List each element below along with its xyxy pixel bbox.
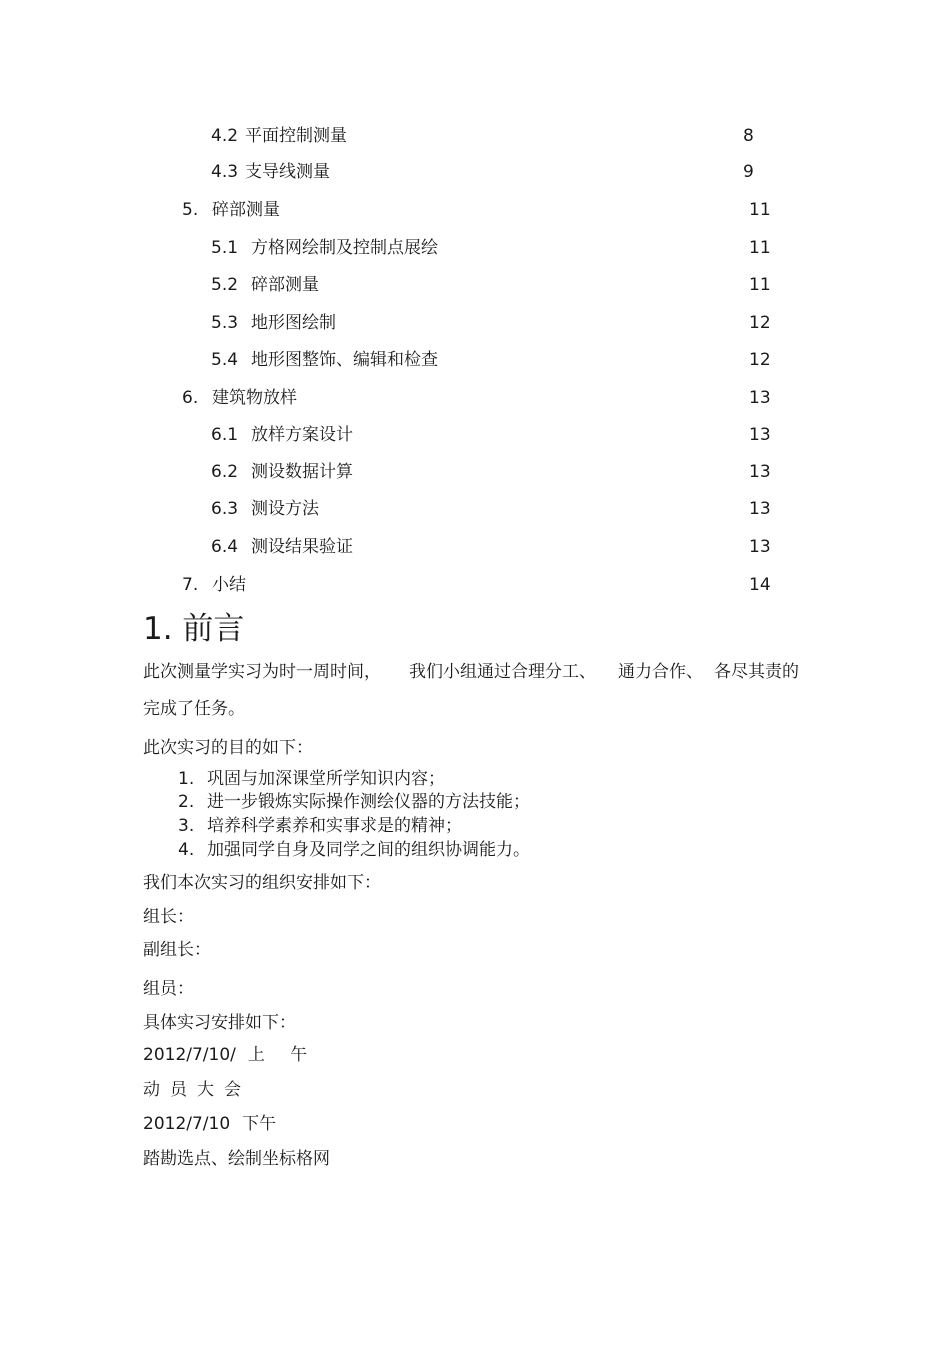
- schedule-date-value: 2012/7/10: [143, 1114, 231, 1134]
- schedule-activity: 动员大会: [143, 1080, 251, 1100]
- toc-title: 测设方法: [251, 499, 319, 519]
- toc-title: 放样方案设计: [251, 425, 353, 445]
- intro-text-part: 我们小组通过合理分工、: [409, 662, 596, 682]
- toc-entry[interactable]: [211, 240, 438, 257]
- schedule-period: 下午: [242, 1114, 277, 1134]
- vice-leader-label: 副组长：: [143, 940, 211, 960]
- schedule-activity: 踏勘选点、绘制坐标格网: [143, 1149, 330, 1169]
- toc-page-number: 13: [749, 425, 771, 445]
- schedule-period: 上 午: [247, 1045, 318, 1065]
- intro-text-part: 各尽其责的: [714, 662, 799, 682]
- toc-number: 6.2: [211, 462, 239, 482]
- toc-entry[interactable]: [211, 501, 319, 518]
- toc-title: 平面控制测量: [245, 126, 347, 146]
- toc-entry[interactable]: [211, 315, 336, 332]
- list-item-number: 2.: [178, 792, 195, 812]
- toc-number: 5.4: [211, 350, 239, 370]
- toc-page-number: 13: [749, 388, 771, 408]
- toc-page-number: 13: [749, 499, 771, 519]
- toc-page-number: 13: [749, 537, 771, 557]
- organization-heading: 我们本次实习的组织安排如下：: [143, 873, 381, 893]
- toc-number: 4.3: [211, 162, 239, 182]
- members-label: 组员：: [143, 979, 194, 999]
- intro-text-part: 通力合作、: [618, 662, 703, 682]
- leader-label: 组长：: [143, 907, 194, 927]
- toc-entry[interactable]: [211, 277, 319, 294]
- toc-title: 建筑物放样: [212, 388, 297, 408]
- toc-number: 5.1: [211, 238, 239, 258]
- toc-page-number: 14: [749, 575, 771, 595]
- toc-title: 地形图绘制: [251, 313, 336, 333]
- list-item-text: 进一步锻炼实际操作测绘仪器的方法技能；: [207, 792, 530, 812]
- list-item-text: 培养科学素养和实事求是的精神；: [207, 816, 462, 836]
- toc-entry[interactable]: [211, 128, 347, 145]
- schedule-date-value: 2012/7/10/: [143, 1045, 236, 1065]
- section-heading: 1. 前言: [143, 611, 245, 647]
- schedule-date: [143, 1047, 317, 1064]
- list-item-number: 3.: [178, 816, 195, 836]
- toc-number: 6.: [182, 388, 199, 408]
- schedule-heading: 具体实习安排如下：: [143, 1013, 296, 1033]
- toc-entry[interactable]: [211, 464, 353, 481]
- toc-number: 6.3: [211, 499, 239, 519]
- list-item-text: 巩固与加深课堂所学知识内容；: [207, 769, 445, 789]
- schedule-date: [143, 1116, 276, 1133]
- toc-entry[interactable]: [211, 164, 330, 181]
- purpose-heading: 此次实习的目的如下：: [143, 738, 313, 758]
- list-item: [178, 842, 530, 859]
- toc-entry[interactable]: [211, 427, 353, 444]
- list-item: [178, 771, 445, 788]
- toc-number: 5.3: [211, 313, 239, 333]
- toc-page-number: 13: [749, 462, 771, 482]
- toc-title: 碎部测量: [251, 275, 319, 295]
- toc-title: 小结: [212, 575, 246, 595]
- toc-entry[interactable]: [211, 539, 353, 556]
- intro-text-part: 此次测量学实习为时一周时间，: [143, 662, 381, 682]
- toc-page-number: 12: [749, 313, 771, 333]
- toc-entry[interactable]: [211, 352, 438, 369]
- toc-page-number: 9: [743, 162, 754, 182]
- toc-number: 5.2: [211, 275, 239, 295]
- toc-title: 方格网绘制及控制点展绘: [251, 238, 438, 258]
- toc-page-number: 11: [749, 200, 771, 220]
- toc-number: 6.1: [211, 425, 239, 445]
- list-item-text: 加强同学自身及同学之间的组织协调能力。: [207, 840, 530, 860]
- toc-entry[interactable]: [182, 202, 280, 219]
- toc-title: 测设结果验证: [251, 537, 353, 557]
- toc-page-number: 11: [749, 238, 771, 258]
- toc-title: 地形图整饰、编辑和检查: [251, 350, 438, 370]
- toc-number: 5.: [182, 200, 199, 220]
- toc-number: 7.: [182, 575, 199, 595]
- list-item-number: 4.: [178, 840, 195, 860]
- intro-text-line: 完成了任务。: [143, 699, 245, 719]
- toc-entry[interactable]: [182, 577, 246, 594]
- toc-title: 测设数据计算: [251, 462, 353, 482]
- list-item: [178, 818, 462, 835]
- toc-entry[interactable]: [182, 390, 297, 407]
- toc-title: 支导线测量: [245, 162, 330, 182]
- toc-page-number: 8: [743, 126, 754, 146]
- toc-title: 碎部测量: [212, 200, 280, 220]
- toc-page-number: 12: [749, 350, 771, 370]
- list-item-number: 1.: [178, 769, 195, 789]
- toc-number: 4.2: [211, 126, 239, 146]
- toc-number: 6.4: [211, 537, 239, 557]
- list-item: [178, 794, 530, 811]
- toc-page-number: 11: [749, 275, 771, 295]
